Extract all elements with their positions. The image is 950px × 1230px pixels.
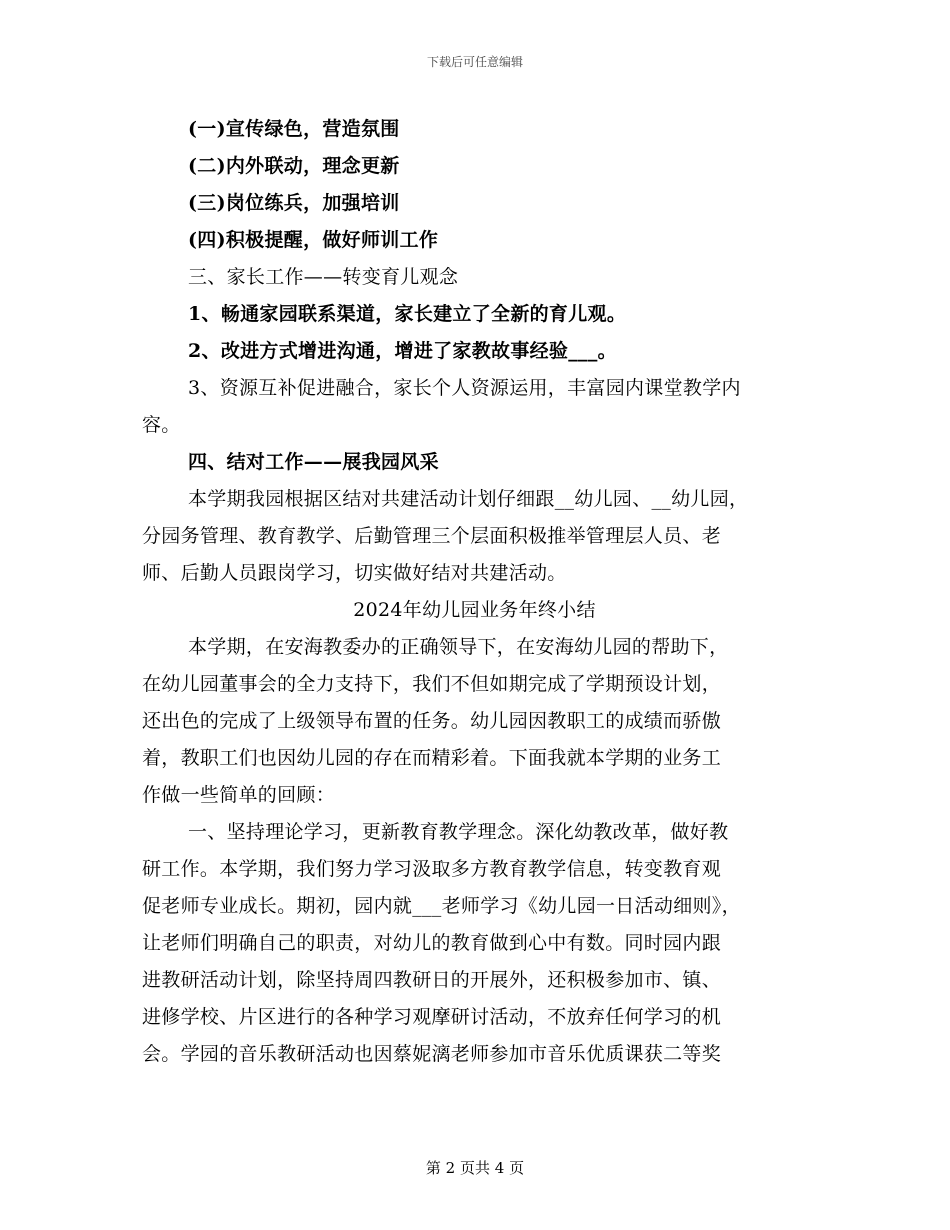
text-line: 促老师专业成长。期初，园内就___老师学习《幼儿园一日活动细则》， xyxy=(142,895,741,917)
text-line: 师、后勤人员跟岗学习，切实做好结对共建活动。 xyxy=(142,562,567,584)
text-line: 进修学校、片区进行的各种学习观摩研讨活动，不放弃任何学习的机 xyxy=(142,1006,722,1028)
text-line: 会。学园的音乐教研活动也因蔡妮漓老师参加市音乐优质课获二等奖 xyxy=(142,1043,722,1065)
text-line: 作做一些简单的回顾： xyxy=(142,784,336,806)
text-line: 容。 xyxy=(142,414,181,436)
text-line: 四、结对工作——展我园风采 xyxy=(188,451,439,473)
text-line: (二)内外联动，理念更新 xyxy=(188,155,400,177)
text-line: 三、家长工作——转变育儿观念 xyxy=(188,266,459,288)
text-line: 本学期，在安海教委办的正确领导下，在安海幼儿园的帮助下， xyxy=(188,636,729,658)
text-line: 1、畅通家园联系渠道，家长建立了全新的育儿观。 xyxy=(188,303,627,325)
text-line: 本学期我园根据区结对共建活动计划仔细跟__幼儿园、__幼儿园， xyxy=(188,488,749,510)
text-line: 着，教职工们也因幼儿园的存在而精彩着。下面我就本学期的业务工 xyxy=(142,747,722,769)
text-line: 让老师们明确自己的职责，对幼儿的教育做到心中有数。同时园内跟 xyxy=(142,932,722,954)
document-body xyxy=(142,111,807,1073)
text-line: (三)岗位练兵，加强培训 xyxy=(188,192,400,214)
text-line: 一、坚持理论学习，更新教育教学理念。深化幼教改革，做好教 xyxy=(188,821,729,843)
section-title: 2024年幼儿园业务年终小结 xyxy=(353,599,596,621)
text-line: (四)积极提醒，做好师训工作 xyxy=(188,229,439,251)
page-footer: 第 2 页共 4 页 xyxy=(425,1159,525,1177)
text-line: 研工作。本学期，我们努力学习汲取多方教育教学信息，转变教育观 xyxy=(142,858,722,880)
text-line: 进教研活动计划，除坚持周四教研日的开展外，还积极参加市、镇、 xyxy=(142,969,722,991)
page-header: 下载后可任意编辑 xyxy=(426,55,523,69)
text-line: (一)宣传绿色，营造氛围 xyxy=(188,118,400,140)
text-line: 3、资源互补促进融合，家长个人资源运用，丰富园内课堂教学内 xyxy=(188,377,741,399)
text-line: 还出色的完成了上级领导布置的任务。幼儿园因教职工的成绩而骄傲 xyxy=(142,710,722,732)
text-line: 分园务管理、教育教学、后勤管理三个层面积极推举管理层人员、老 xyxy=(142,525,722,547)
text-line: 在幼儿园董事会的全力支持下，我们不但如期完成了学期预设计划， xyxy=(142,673,722,695)
text-line: 2、改进方式增进沟通，增进了家教故事经验___。 xyxy=(188,340,617,362)
